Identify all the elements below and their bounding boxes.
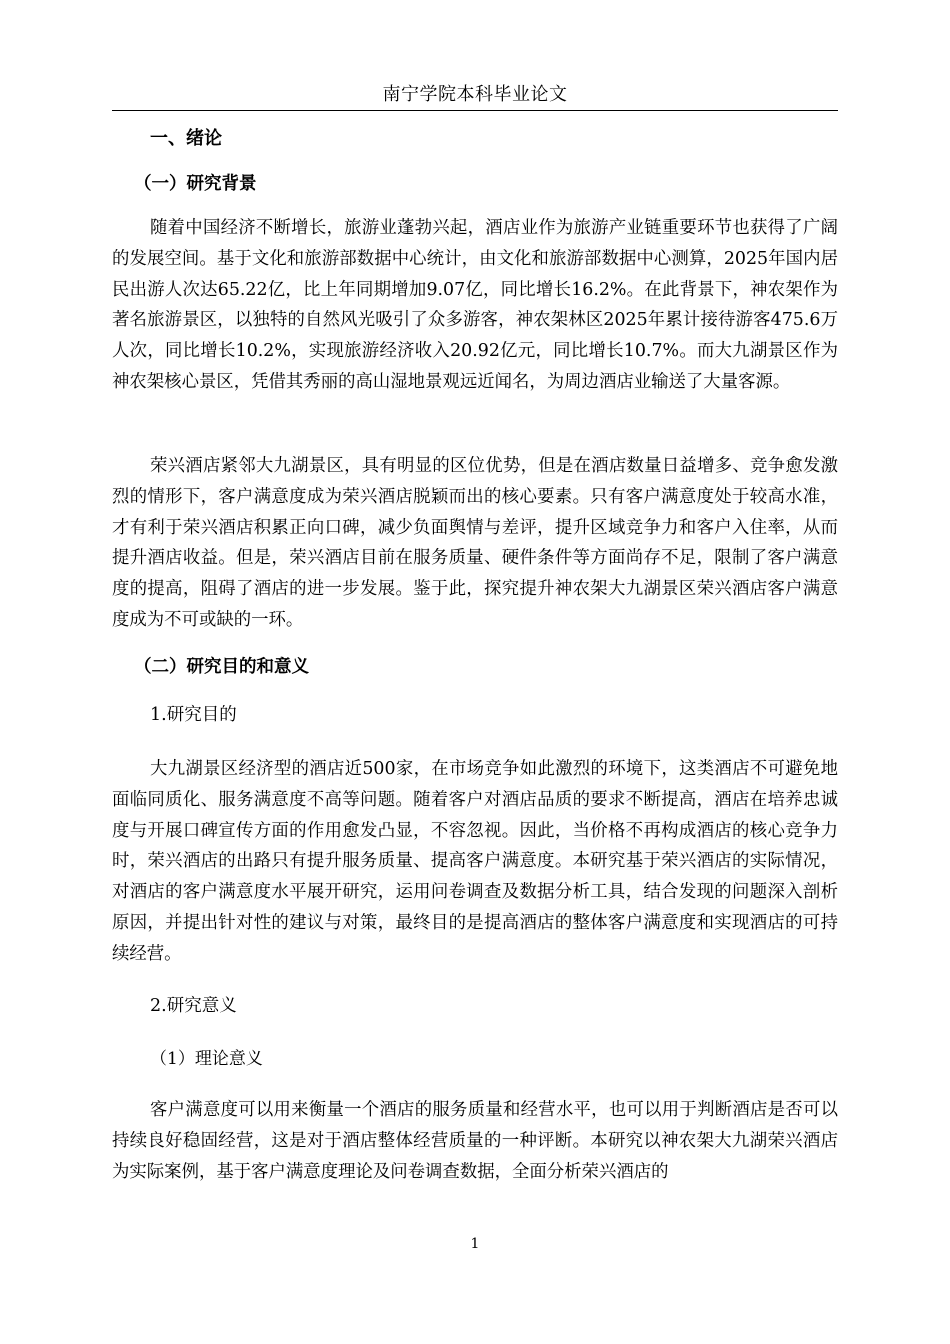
header-rule [112, 110, 838, 111]
paragraph-purpose-1: 大九湖景区经济型的酒店近500家，在市场竞争如此激烈的环境下，这类酒店不可避免地面临同质化、服务满意度不高等问题。随着客户对酒店品质的要求不断提高，酒店在培养忠诚度与开展口碑宣传方面的作用愈发凸显，不容忽视。因此，当价格不再构成酒店的核心竞争力时，荣兴酒店的出路只有提升服务质量、提高客户满意度。本研究基于荣兴酒店的实际情况，对酒店的客户满意度水平展开研究，运用问卷调查及数据分析工具，结合发现的问题深入剖析原因，并提出针对性的建议与对策，最终目的是提高酒店的整体客户满意度和实现酒店的可持续经营。 [112, 759, 838, 964]
chapter-title: 一、绪论 [150, 128, 222, 149]
subsection-heading-significance: 2.研究意义 [150, 996, 237, 1016]
page-number: 1 [470, 1236, 480, 1252]
paragraph-background-1: 随着中国经济不断增长，旅游业蓬勃兴起，酒店业作为旅游产业链重要环节也获得了广阔的发展空间。基于文化和旅游部数据中心统计，由文化和旅游部数据中心测算，2025年国内居民出游人次达65.22亿，比上年同期增加9.07亿，同比增长16.2%。在此背景下，神农架作为著名旅游景区，以独特的自然风光吸引了众多游客，神农架林区2025年累计接待游客475.6万人次，同比增长10.2%，实现旅游经济收入20.92亿元，同比增长10.7%。而大九湖景区作为神农架核心景区，凭借其秀丽的高山湿地景观远近闻名，为周边酒店业输送了大量客源。 [112, 218, 838, 392]
paragraph-theory-1: 客户满意度可以用来衡量一个酒店的服务质量和经营水平，也可以用于判断酒店是否可以持续良好稳固经营，这是对于酒店整体经营质量的一种评断。本研究以神农架大九湖荣兴酒店为实际案例，基于客户满意度理论及问卷调查数据，全面分析荣兴酒店的 [112, 1100, 838, 1182]
subsection-heading-purpose: 1.研究目的 [150, 705, 237, 725]
section-heading-purpose: （二）研究目的和意义 [134, 657, 309, 677]
subsection-heading-theory: （1）理论意义 [150, 1049, 263, 1069]
paragraph-background-2: 荣兴酒店紧邻大九湖景区，具有明显的区位优势，但是在酒店数量日益增多、竞争愈发激烈的情形下，客户满意度成为荣兴酒店脱颖而出的核心要素。只有客户满意度处于较高水准，才有利于荣兴酒店积累正向口碑，减少负面舆情与差评，提升区域竞争力和客户入住率，从而提升酒店收益。但是，荣兴酒店目前在服务质量、硬件条件等方面尚存不足，限制了客户满意度的提高，阻碍了酒店的进一步发展。鉴于此，探究提升神农架大九湖景区荣兴酒店客户满意度成为不可或缺的一环。 [112, 456, 838, 630]
section-heading-background: （一）研究背景 [134, 174, 257, 194]
page-header: 南宁学院本科毕业论文 [382, 84, 568, 105]
